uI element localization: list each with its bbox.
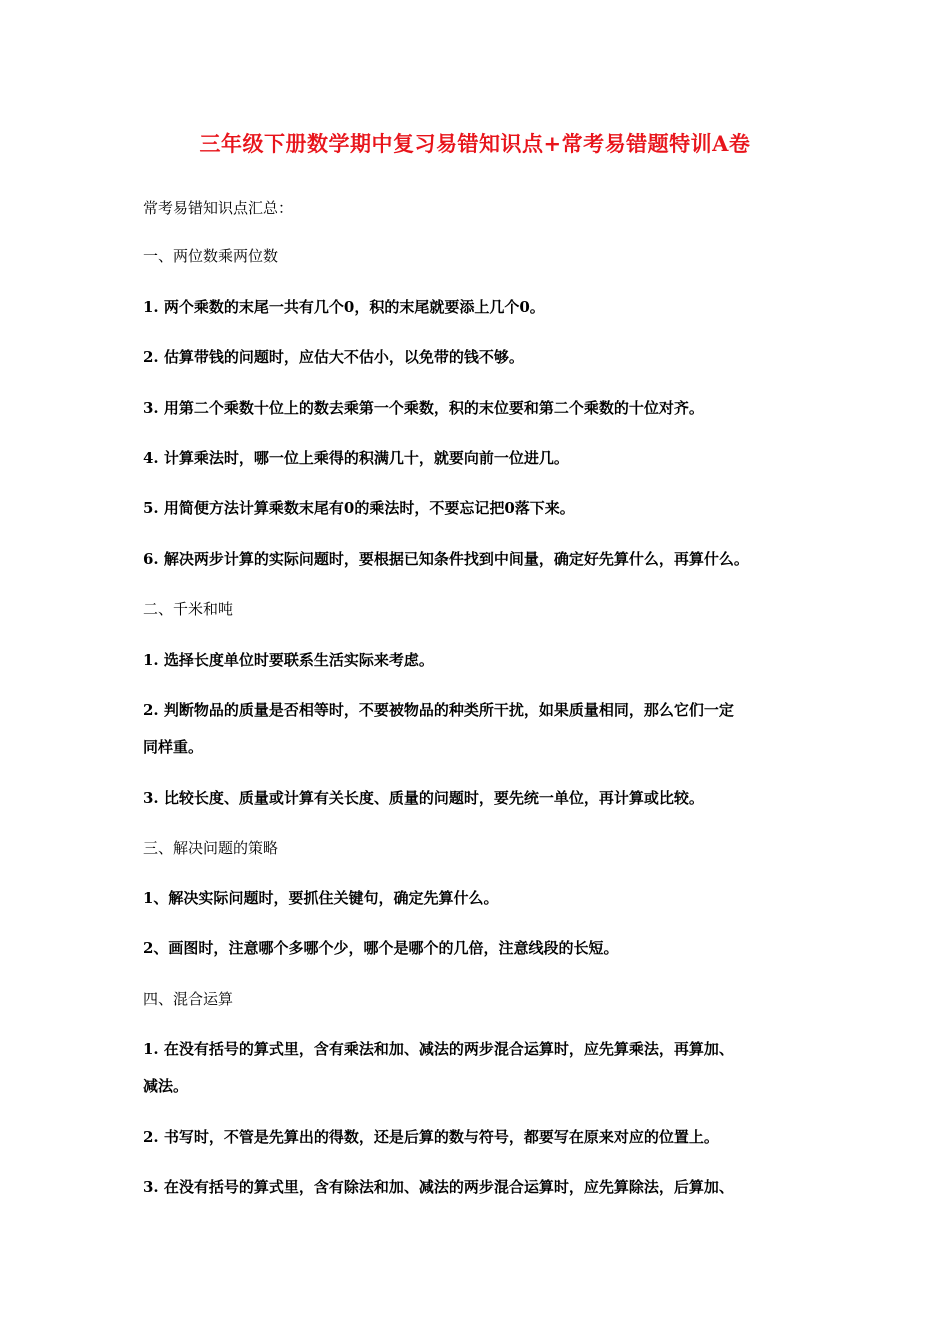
list-item: 6. 解决两步计算的实际问题时，要根据已知条件找到中间量，确定好先算什么，再算什么。 — [143, 550, 749, 568]
list-item: 5. 用简便方法计算乘数末尾有0的乘法时，不要忘记把0落下来。 — [143, 499, 575, 517]
section-heading: 三、解决问题的策略 — [143, 839, 279, 857]
section-heading: 四、混合运算 — [143, 990, 234, 1008]
list-item: 2、画图时，注意哪个多哪个少，哪个是哪个的几倍，注意线段的长短。 — [143, 939, 619, 957]
list-item: 2. 估算带钱的问题时，应估大不估小，以免带的钱不够。 — [143, 348, 524, 366]
intro-heading: 常考易错知识点汇总： — [143, 199, 294, 217]
list-item: 1. 在没有括号的算式里，含有乘法和加、减法的两步混合运算时，应先算乘法，再算加、 — [143, 1040, 734, 1058]
list-item-continuation: 减法。 — [143, 1077, 189, 1095]
section-heading: 一、两位数乘两位数 — [143, 247, 279, 265]
list-item: 2. 书写时，不管是先算出的得数，还是后算的数与符号，都要写在原来对应的位置上。 — [143, 1128, 719, 1146]
list-item: 3. 在没有括号的算式里，含有除法和加、减法的两步混合运算时，应先算除法，后算加、 — [143, 1178, 734, 1196]
list-item-continuation: 同样重。 — [143, 738, 204, 756]
list-item: 3. 用第二个乘数十位上的数去乘第一个乘数，积的末位要和第二个乘数的十位对齐。 — [143, 399, 704, 417]
section-heading: 二、千米和吨 — [143, 600, 234, 618]
list-item: 3. 比较长度、质量或计算有关长度、质量的问题时，要先统一单位，再计算或比较。 — [143, 789, 704, 807]
list-item: 1. 选择长度单位时要联系生活实际来考虑。 — [143, 651, 434, 669]
document-title: 三年级下册数学期中复习易错知识点+常考易错题特训A卷 — [199, 131, 751, 156]
list-item: 1、解决实际问题时，要抓住关键句，确定先算什么。 — [143, 889, 499, 907]
list-item: 1. 两个乘数的末尾一共有几个0，积的末尾就要添上几个0。 — [143, 298, 545, 316]
list-item: 2. 判断物品的质量是否相等时，不要被物品的种类所干扰，如果质量相同，那么它们一定 — [143, 701, 734, 719]
list-item: 4. 计算乘法时，哪一位上乘得的积满几十，就要向前一位进几。 — [143, 449, 569, 467]
